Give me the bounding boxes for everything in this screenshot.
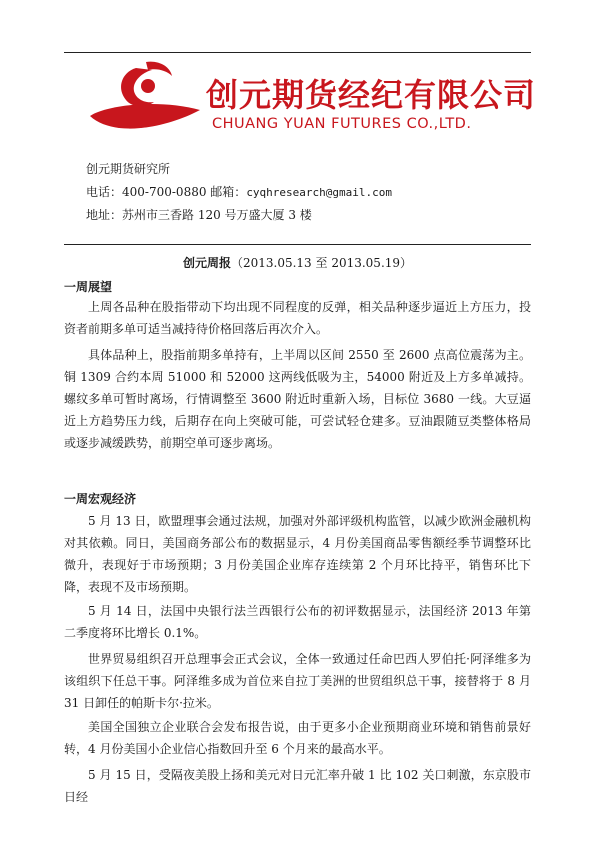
phone-number: 400-700-0880 <box>122 185 207 199</box>
report-title: 创元周报 <box>182 256 231 270</box>
macro-paragraph-5: 5 月 15 日，受隔夜美股上扬和美元对日元汇率升破 1 比 102 关口刺激，东京股市日经 <box>64 768 531 804</box>
macro-paragraph-2: 5 月 14 日，法国中央银行法兰西银行公布的初评数据显示，法国经济 2013 年第二季度将环比增长 0.1%。 <box>64 604 531 640</box>
company-logo <box>86 58 537 142</box>
email-address: cyqhresearch@gmail.com <box>246 186 393 199</box>
macro-paragraph-3: 世界贸易组织召开总理事会正式会议，全体一致通过任命巴西人罗伯托·阿泽维多为该组织下任总干事。阿泽维多成为首位来自拉丁美洲的世贸组织总干事，接替将于 8 月 31 日卸任的帕斯卡尔·拉米。 <box>64 652 531 710</box>
macro-paragraph-4: 美国全国独立企业联合会发布报告说，由于更多小企业预期商业环境和销售前景好转，4 月份美国小企业信心指数回升至 6 个月来的最高水平。 <box>64 720 531 756</box>
report-period: （2013.05.13 至 2013.05.19） <box>230 256 413 270</box>
swoosh-emblem-icon <box>86 58 204 142</box>
phone-label: 电话： <box>86 185 123 199</box>
section-title-outlook: 一周展望 <box>64 280 113 294</box>
report-heading <box>64 254 531 271</box>
macro-paragraph-1: 5 月 13 日，欧盟理事会通过法规，加强对外部评级机构监管，以减少欧洲金融机构对其依赖。同日，美国商务部公布的数据显示，4 月份美国商品零售额经季节调整环比微升，表现好于市场预期；3 月份美国企业库存连续第 2 个月环比持平，销售环比下降，表现不及市场预期。 <box>64 514 531 594</box>
section-title-macro: 一周宏观经济 <box>64 492 137 506</box>
contact-phone-email <box>86 183 392 200</box>
outlook-paragraph-1: 上周各品种在股指带动下均出现不同程度的反弹，相关品种逐步逼近上方压力，投资者前期多单可适当减持待价格回落后再次介入。 <box>64 300 531 336</box>
email-label: 邮箱： <box>206 185 247 199</box>
contact-address: 地址：苏州市三香路 120 号万盛大厦 3 楼 <box>86 208 312 222</box>
outlook-paragraph-2: 具体品种上，股指前期多单持有，上半周以区间 2550 至 2600 点高位震荡为主。铜 1309 合约本周 51000 和 52000 这两线低吸为主，54000 附近及上方多单减持。螺纹多单可暂时离场，行情调整至 3600 附近时重新入场，目标位 3680 一线。大豆逼近上方趋势压力线，后期存在向上突破可能，可尝试轻仓建多。豆油跟随豆类整体格局或逐步减缓跌势，前期空单可逐步离场。 <box>64 348 531 450</box>
company-name-en: CHUANG YUAN FUTURES CO.,LTD. <box>212 116 472 132</box>
company-name-cn: 创元期货经纪有限公司 <box>206 76 537 114</box>
top-rule <box>64 52 531 53</box>
contact-org: 创元期货研究所 <box>86 162 171 176</box>
mid-rule <box>64 244 531 245</box>
